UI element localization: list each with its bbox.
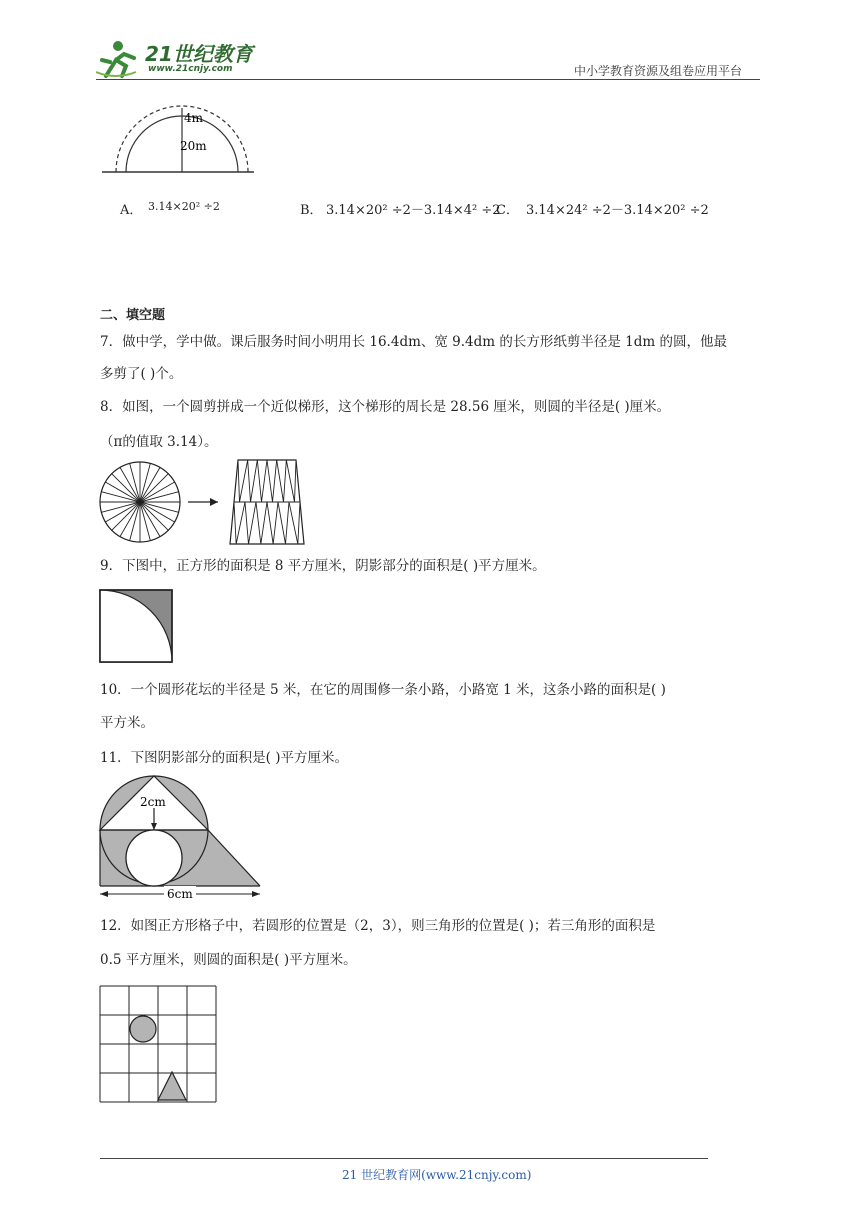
q11-label-6cm: 6cm — [167, 887, 193, 901]
trapezoid-figure — [230, 460, 304, 544]
q6-option-c: 3.14×24² ÷2－3.14×20² ÷2 — [526, 203, 709, 218]
q10-line2: 平方米。 — [100, 715, 154, 731]
arrow-icon — [210, 498, 218, 506]
q12-line2: 0.5 平方厘米，则圆的面积是( )平方厘米。 — [100, 952, 357, 968]
q9-line1: 9．下图中，正方形的面积是 8 平方厘米，阴影部分的面积是( )平方厘米。 — [100, 558, 546, 574]
q6-label-4m: 4m — [184, 111, 204, 125]
section-title: 二、填空题 — [100, 308, 166, 323]
q7-line1: 7．做中学，学中做。课后服务时间小明用长 16.4dm、宽 9.4dm 的长方形纸剪半径是 1dm 的圆，他最 — [100, 334, 727, 350]
q6-option-c-label: C． — [496, 203, 519, 218]
q6-option-a: 3.14×20² ÷2 — [148, 200, 220, 213]
q12-grid-figure — [98, 984, 222, 1104]
q12-line1: 12．如图正方形格子中，若圆形的位置是（2，3），则三角形的位置是( )；若三角形的面积是 — [100, 918, 656, 934]
q6-label-20m: 20m — [180, 139, 207, 153]
q8-circle-to-trapezoid-figure — [96, 456, 316, 548]
q6-option-b-label: B． — [300, 203, 323, 218]
q6-option-b: 3.14×20² ÷2－3.14×4² ÷2 — [326, 203, 501, 218]
platform-name: 中小学教育资源及组卷应用平台 — [574, 64, 743, 78]
q7-line2: 多剪了( )个。 — [100, 366, 183, 382]
q11-line1: 11．下图阴影部分的面积是( )平方厘米。 — [100, 750, 349, 766]
footer-text: 21 世纪教育网(www.21cnjy.com) — [342, 1168, 532, 1182]
q11-label-2cm: 2cm — [140, 795, 166, 809]
footer-rule — [100, 1158, 708, 1159]
sectored-circle — [100, 462, 180, 542]
q11-shaded-figure — [96, 774, 266, 902]
q8-line2: （π的值取 3.14）。 — [100, 434, 218, 450]
logo-url: www.21cnjy.com — [148, 64, 233, 74]
header-rule — [96, 79, 760, 80]
q10-line1: 10．一个圆形花坛的半径是 5 米，在它的周围修一条小路，小路宽 1 米，这条小路的面积是( ) — [100, 682, 666, 698]
q6-semicircle-figure — [96, 100, 266, 180]
grid-circle — [130, 1016, 156, 1042]
grid-triangle — [158, 1072, 186, 1100]
q6-option-a-label: A． — [120, 203, 143, 218]
logo-title: 21世纪教育 — [145, 42, 253, 66]
q8-line1: 8．如图，一个圆剪拼成一个近似梯形，这个梯形的周长是 28.56 厘米，则圆的半径是( )厘米。 — [100, 399, 671, 415]
q9-square-quarter-circle-figure — [98, 588, 176, 666]
